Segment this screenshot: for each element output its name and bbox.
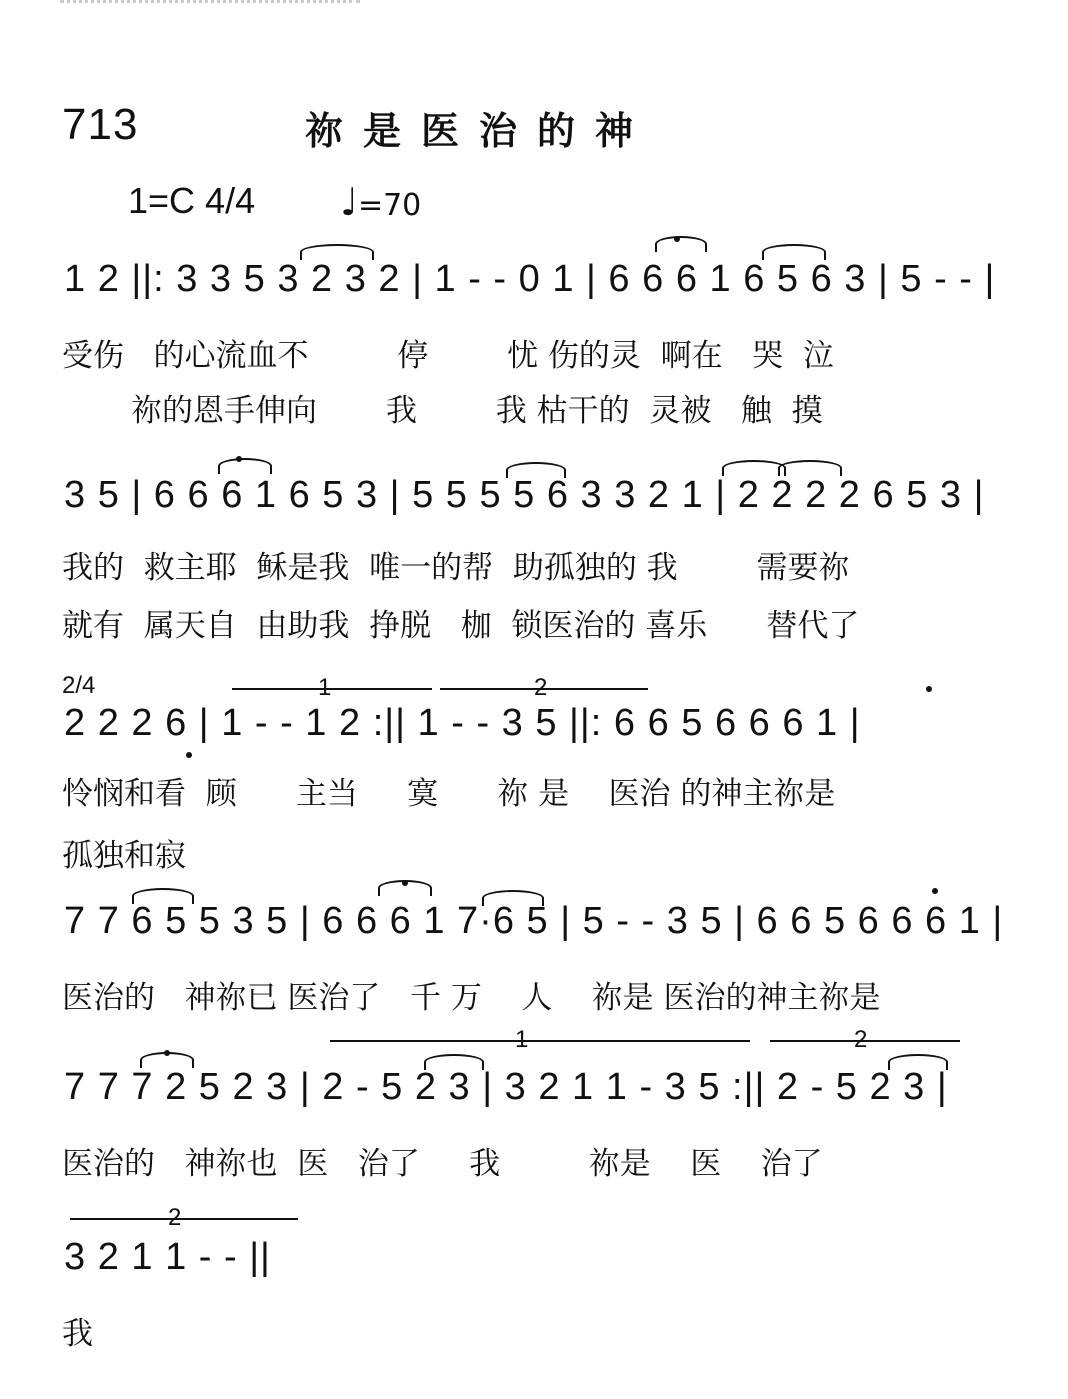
high-octave-dot	[236, 456, 242, 462]
slur-mark	[778, 460, 842, 476]
time-signature-change: 2/4	[62, 672, 96, 699]
volta-bracket	[330, 1040, 750, 1042]
volta-number: 1	[318, 674, 332, 701]
lyric-line: 医治的 神祢已 医治了 千 万 人 祢是 医治的神主祢是	[62, 980, 881, 1016]
slur-mark	[482, 890, 544, 906]
notation-line: 7 7 7 2 5 2 3 | 2 - 5 2 3 | 3 2 1 1 - 3 5 :|| 2 - 5 2 3 |	[64, 1066, 948, 1108]
tempo-marking	[340, 180, 421, 224]
low-octave-dot	[186, 752, 192, 758]
notation-line: 1 2 ||: 3 3 5 3 2 3 2 | 1 - - 0 1 | 6 6 6 1 6 5 6 3 | 5 - - |	[64, 258, 996, 300]
lyric-line: 受伤 的心流血不 停 忧 伤的灵 啊在 哭 泣	[62, 338, 834, 374]
slur-mark	[424, 1054, 484, 1070]
slur-mark	[300, 244, 374, 260]
high-octave-dot	[402, 880, 408, 886]
slur-mark	[888, 1054, 948, 1070]
hymn-title: 祢是医治的神	[305, 109, 654, 153]
high-octave-dot	[926, 686, 932, 692]
volta-bracket	[70, 1218, 298, 1220]
slur-mark	[218, 458, 272, 474]
high-octave-dot	[164, 1050, 170, 1056]
hymn-number: 713	[62, 100, 139, 149]
slur-mark	[722, 460, 786, 476]
lyric-line: 祢的恩手伸向 我 我 枯干的 灵被 触 摸	[62, 393, 823, 429]
scanned-top-edge	[60, 0, 360, 9]
high-octave-dot	[674, 236, 680, 242]
lyric-line: 孤独和寂	[62, 838, 186, 874]
lyric-line: 医治的 神祢也 医 治了 我 祢是 医 治了	[62, 1146, 823, 1182]
slur-mark	[655, 236, 707, 252]
volta-number: 2	[854, 1026, 868, 1053]
notation-line: 7 7 6 5 5 3 5 | 6 6 6 1 7·6 5 | 5 - - 3 5 | 6 6 5 6 6 6 1 |	[64, 900, 1004, 942]
slur-mark	[132, 888, 194, 904]
lyric-line: 我	[62, 1316, 93, 1352]
high-octave-dot	[932, 888, 938, 894]
volta-number: 2	[168, 1204, 182, 1231]
lyric-line: 怜悯和看 顾 主当 寞 祢 是 医治 的神主祢是	[62, 776, 836, 812]
volta-bracket	[232, 688, 432, 690]
notation-line: 3 5 | 6 6 6 1 6 5 3 | 5 5 5 5 6 3 3 2 1 | 2 2 2 2 6 5 3 |	[64, 474, 985, 516]
volta-number: 1	[515, 1026, 529, 1053]
notation-line: 3 2 1 1 - - ||	[64, 1236, 271, 1278]
quarter-note-icon: ♩	[340, 180, 358, 224]
lyric-line: 就有 属天自 由助我 挣脱 枷 锁医治的 喜乐 替代了	[62, 608, 860, 644]
tempo-value: =70	[357, 188, 422, 223]
notation-line: 2 2 2 6 | 1 - - 1 2 :|| 1 - - 3 5 ||: 6 6 5 6 6 6 1 |	[64, 702, 861, 744]
slur-mark	[762, 244, 826, 260]
volta-number: 2	[534, 674, 548, 701]
key-signature: 1=C 4/4	[128, 180, 256, 221]
slur-mark	[506, 462, 566, 478]
lyric-line: 我的 救主耶 稣是我 唯一的帮 助孤独的 我 需要祢	[62, 550, 850, 586]
